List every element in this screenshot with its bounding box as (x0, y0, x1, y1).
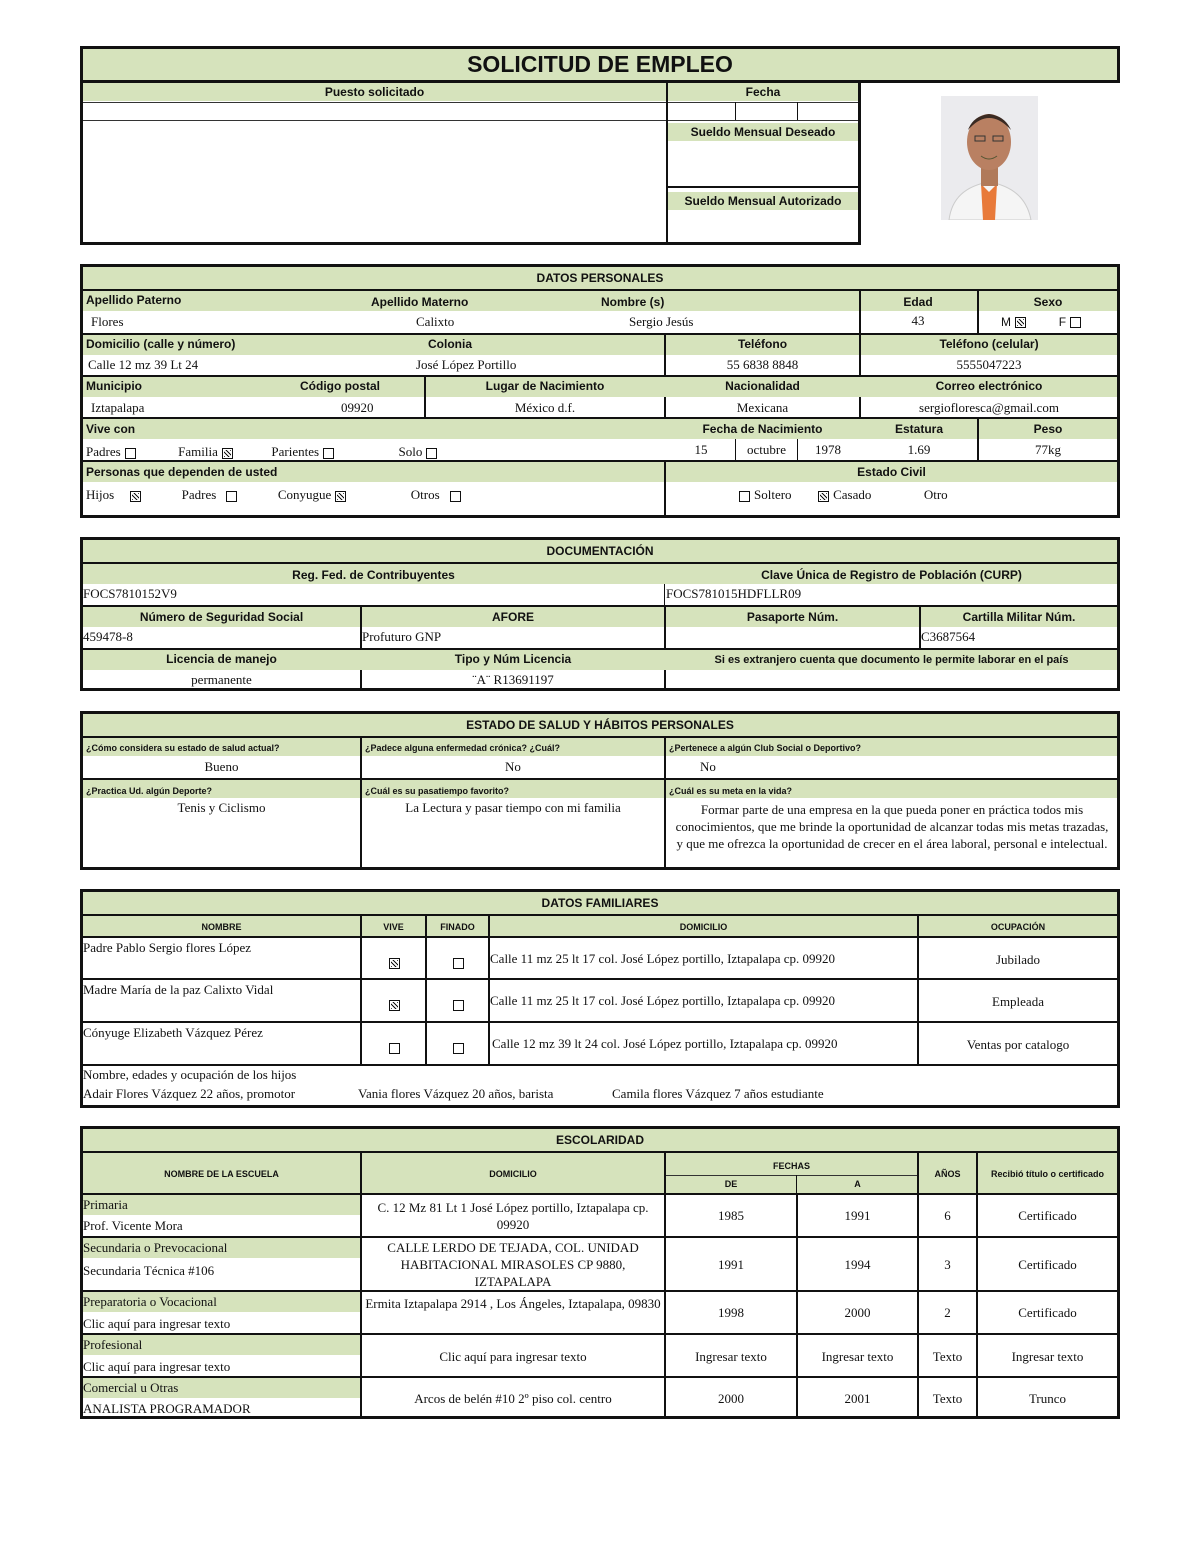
vive-con-label: Vive con (86, 422, 136, 436)
nacionalidad-label: Nacionalidad (725, 379, 800, 393)
esc-titulo[interactable]: Trunco (1028, 1391, 1067, 1406)
salud-q1: ¿Cómo considera su estado de salud actual? (86, 743, 280, 753)
vive-con-options (86, 444, 441, 460)
salud-a5[interactable]: La Lectura y pasar tiempo con mi familia (405, 800, 621, 815)
rfc-value[interactable]: FOCS7810152V9 (83, 586, 177, 601)
esc-nivel: Preparatoria o Vocacional (83, 1294, 217, 1309)
fam-nombre[interactable]: Padre Pablo Sergio flores López (83, 940, 251, 955)
civil-label: Estado Civil (857, 465, 926, 479)
fam-finado-checkbox[interactable] (453, 1043, 464, 1054)
fnac-anio-value[interactable]: 1978 (815, 442, 841, 457)
apellido-paterno-label: Apellido Paterno (86, 293, 182, 307)
salud-q4: ¿Practica Ud. algún Deporte? (86, 786, 213, 796)
vive-parientes-checkbox[interactable] (323, 448, 334, 459)
civil-options (735, 487, 948, 503)
nombre-value[interactable]: Sergio Jesús (629, 314, 694, 329)
esc-titulo[interactable]: Certificado (1018, 1208, 1077, 1223)
esc-titulo[interactable]: Certificado (1018, 1305, 1077, 1320)
salud-a4[interactable]: Tenis y Ciclismo (177, 800, 266, 815)
salud-header: ESTADO DE SALUD Y HÁBITOS PERSONALES (83, 714, 1117, 736)
nacionalidad-value[interactable]: Mexicana (736, 400, 789, 415)
esc-a[interactable]: Ingresar texto (821, 1349, 894, 1364)
tipo-licencia-label: Tipo y Núm Licencia (454, 652, 572, 666)
esc-a[interactable]: 1994 (844, 1257, 871, 1272)
afore-label: AFORE (492, 610, 534, 624)
esc-a[interactable]: 1991 (844, 1208, 871, 1223)
curp-value[interactable]: FOCS781015HDFLLR09 (666, 586, 802, 601)
estatura-label: Estatura (894, 422, 944, 436)
esc-col-de: DE (724, 1179, 738, 1189)
domicilio-label: Domicilio (calle y número) (86, 337, 236, 351)
esc-titulo[interactable]: Ingresar texto (1011, 1349, 1084, 1364)
cp-value[interactable]: 09920 (341, 400, 374, 415)
fam-domicilio[interactable]: Calle 11 mz 25 lt 17 col. José López portillo, Iztapalapa cp. 09920 (490, 951, 836, 966)
salud-a1[interactable]: Bueno (204, 759, 239, 774)
esc-escuela[interactable]: Prof. Vicente Mora (83, 1218, 183, 1233)
documentacion-section (80, 537, 1120, 691)
title-bar (80, 46, 1120, 83)
licencia-value[interactable]: permanente (191, 672, 252, 687)
apellido-materno-label: Apellido Materno (371, 295, 469, 309)
salud-q5: ¿Cuál es su pasatiempo favorito? (365, 786, 510, 796)
salud-q6: ¿Cuál es su meta en la vida? (669, 786, 793, 796)
fnac-label: Fecha de Nacimiento (702, 422, 823, 436)
esc-domicilio[interactable]: C. 12 Mz 81 Lt 1 José López portillo, Iztapalapa cp. 09920 (377, 1200, 649, 1232)
esc-row-comercial (83, 1378, 1117, 1418)
esc-anios[interactable]: Texto (932, 1349, 963, 1364)
dependen-label: Personas que dependen de usted (86, 465, 278, 479)
apellido-paterno-value[interactable]: Flores (91, 314, 124, 329)
sexo-options (1001, 315, 1085, 329)
civil-otro-label: Otro (923, 487, 948, 502)
tipo-licencia-value[interactable]: ¨A¨ R13691197 (472, 672, 554, 687)
sueldo-deseado-field[interactable] (668, 142, 858, 186)
fam-finado-checkbox[interactable] (453, 1000, 464, 1011)
esc-row-profesional (83, 1335, 1117, 1376)
esc-nivel: Secundaria o Prevocacional (83, 1240, 228, 1255)
vive-padres-checkbox[interactable] (125, 448, 136, 459)
esc-anios[interactable]: 3 (944, 1257, 951, 1272)
nss-value[interactable]: 459478-8 (83, 629, 133, 644)
domicilio-value[interactable]: Calle 12 mz 39 Lt 24 (88, 357, 199, 372)
vive-solo-checkbox[interactable] (426, 448, 437, 459)
esc-row-primaria (83, 1195, 1117, 1236)
escolaridad-header: ESCOLARIDAD (83, 1129, 1117, 1151)
esc-col-escuela: NOMBRE DE LA ESCUELA (164, 1169, 279, 1179)
lugar-value[interactable]: México d.f. (514, 400, 576, 415)
sexo-m-checkbox[interactable] (1015, 317, 1026, 328)
personales-header: DATOS PERSONALES (83, 267, 1117, 289)
fam-col-nombre: NOMBRE (201, 922, 242, 932)
salud-a3[interactable]: No (700, 759, 716, 774)
esc-de[interactable]: Ingresar texto (695, 1349, 767, 1364)
fam-vive-checkbox[interactable] (389, 1043, 400, 1054)
fam-col-finado: FINADO (440, 922, 475, 932)
colonia-label: Colonia (428, 337, 472, 351)
fam-col-ocupacion: OCUPACIÓN (990, 922, 1046, 932)
esc-col-anios: AÑOS (934, 1169, 961, 1179)
estatura-value[interactable]: 1.69 (907, 442, 931, 457)
municipio-label: Municipio (86, 379, 142, 393)
rfc-label: Reg. Fed. de Contribuyentes (292, 568, 455, 582)
fam-nombre[interactable]: Cónyuge Elizabeth Vázquez Pérez (83, 1025, 263, 1040)
telefono-value[interactable]: 55 6838 8848 (726, 357, 799, 372)
peso-label: Peso (1033, 422, 1063, 436)
fam-col-vive: VIVE (383, 922, 404, 932)
esc-anios[interactable]: Texto (932, 1391, 963, 1406)
cp-label: Código postal (300, 379, 380, 393)
celular-value[interactable]: 5555047223 (956, 357, 1022, 372)
esc-de[interactable]: 1998 (718, 1305, 744, 1320)
esc-escuela[interactable]: Clic aquí para ingresar texto (83, 1359, 231, 1374)
fam-vive-checkbox[interactable] (389, 1000, 400, 1011)
escolaridad-section (80, 1126, 1120, 1419)
extranjero-label: Si es extranjero cuenta que documento le permite laborar en el país (714, 654, 1069, 666)
sexo-f-label: F (1058, 315, 1067, 329)
hijo-1[interactable]: Adair Flores Vázquez 22 años, promotor (83, 1086, 296, 1101)
civil-casado-checkbox[interactable] (818, 491, 829, 502)
fam-row-conyuge (83, 1023, 1117, 1063)
civil-soltero-checkbox[interactable] (739, 491, 750, 502)
esc-a[interactable]: 2001 (844, 1391, 871, 1406)
afore-value[interactable]: Profuturo GNP (362, 629, 442, 644)
puesto-label: Puesto solicitado (83, 83, 666, 101)
dep-otros-checkbox[interactable] (450, 491, 461, 502)
esc-domicilio[interactable]: Ermita Iztapalapa 2914 , Los Ángeles, Iztapalapa, 09830 (365, 1296, 661, 1311)
documentacion-header: DOCUMENTACIÓN (83, 540, 1117, 562)
fam-col-domicilio: DOMICILIO (679, 922, 728, 932)
cartilla-value[interactable]: C3687564 (921, 629, 976, 644)
vive-padres-label: Padres (86, 444, 121, 459)
municipio-value[interactable]: Iztapalapa (91, 400, 145, 415)
esc-titulo[interactable]: Certificado (1018, 1257, 1077, 1272)
esc-de[interactable]: 1991 (718, 1257, 744, 1272)
hijo-3[interactable]: Camila flores Vázquez 7 años estudiante (612, 1086, 824, 1101)
top-block (80, 80, 861, 245)
sueldo-deseado-label: Sueldo Mensual Deseado (668, 123, 858, 141)
salud-section (80, 711, 1120, 870)
salud-a6[interactable]: Formar parte de una empresa en la que pueda poner en práctica todos mis conocimientos, que me brinde la oportunidad de alcanzar todas mis metas trazadas, y que me ofrezca la oportunidad de crecer en el área laboral, personal e intelectual. (675, 802, 1109, 851)
fecha-field[interactable] (668, 103, 858, 120)
page-title: SOLICITUD DE EMPLEO (467, 51, 733, 77)
telefono-label: Teléfono (737, 337, 788, 351)
esc-col-a: A (854, 1179, 861, 1189)
civil-casado-label: Casado (833, 487, 872, 502)
dep-conyugue-checkbox[interactable] (335, 491, 346, 502)
colonia-value[interactable]: José López Portillo (416, 357, 517, 372)
dependen-options (86, 487, 465, 503)
salud-q2: ¿Padece alguna enfermedad crónica? ¿Cuál? (365, 743, 561, 753)
fam-ocupacion[interactable]: Jubilado (995, 952, 1041, 967)
vive-familia-checkbox[interactable] (222, 448, 233, 459)
sueldo-autorizado-label: Sueldo Mensual Autorizado (668, 192, 858, 210)
edad-label: Edad (903, 295, 933, 309)
esc-domicilio[interactable]: Clic aquí para ingresar texto (439, 1349, 587, 1364)
esc-anios[interactable]: 6 (944, 1208, 951, 1223)
salud-q3: ¿Pertenece a algún Club Social o Deportivo? (669, 743, 862, 753)
pasaporte-label: Pasaporte Núm. (746, 610, 839, 624)
correo-label: Correo electrónico (935, 379, 1043, 393)
vive-familia-label: Familia (178, 444, 218, 459)
curp-label: Clave Única de Registro de Población (CURP) (761, 568, 1022, 582)
dep-otros-label: Otros (410, 487, 440, 502)
nombre-label: Nombre (s) (601, 295, 665, 309)
sueldo-autorizado-field[interactable] (668, 211, 858, 239)
familiares-section (80, 889, 1120, 1108)
esc-escuela[interactable]: ANALISTA PROGRAMADOR (83, 1401, 251, 1416)
fnac-dia-value[interactable]: 15 (694, 442, 708, 457)
fam-row-padre (83, 938, 1117, 978)
sexo-f-checkbox[interactable] (1070, 317, 1081, 328)
hijos-label: Nombre, edades y ocupación de los hijos (83, 1067, 297, 1082)
fam-ocupacion[interactable]: Ventas por catalogo (966, 1037, 1070, 1052)
peso-value[interactable]: 77kg (1035, 442, 1061, 457)
celular-label: Teléfono (celular) (939, 337, 1039, 351)
fnac-mes-value[interactable]: octubre (747, 442, 786, 457)
lugar-label: Lugar de Nacimiento (485, 379, 605, 393)
civil-soltero-label: Soltero (754, 487, 792, 502)
esc-escuela[interactable]: Secundaria Técnica #106 (83, 1263, 215, 1278)
fecha-label: Fecha (668, 83, 858, 101)
applicant-photo (941, 96, 1038, 220)
esc-de[interactable]: 1985 (718, 1208, 744, 1223)
dep-padres-checkbox[interactable] (226, 491, 237, 502)
dep-hijos-label: Hijos (86, 487, 115, 502)
esc-row-preparatoria (83, 1292, 1117, 1333)
fam-vive-checkbox[interactable] (389, 958, 400, 969)
esc-anios[interactable]: 2 (944, 1305, 951, 1320)
dep-conyugue-label: Conyugue (277, 487, 332, 502)
fam-nombre[interactable]: Madre María de la paz Calixto Vidal (83, 982, 274, 997)
apellido-materno-value[interactable]: Calixto (416, 314, 455, 329)
esc-domicilio[interactable]: Arcos de belén #10 2º piso col. centro (414, 1391, 612, 1406)
fam-domicilio[interactable]: Calle 11 mz 25 lt 17 col. José López portillo, Iztapalapa cp. 09920 (490, 993, 836, 1008)
sexo-label: Sexo (1033, 295, 1063, 309)
fam-ocupacion[interactable]: Empleada (992, 994, 1044, 1009)
edad-value[interactable]: 43 (911, 313, 925, 328)
esc-col-fechas: FECHAS (772, 1161, 810, 1171)
esc-a[interactable]: 2000 (844, 1305, 871, 1320)
dep-padres-label: Padres (181, 487, 217, 502)
hijo-2[interactable]: Vania flores Vázquez 20 años, barista (358, 1086, 554, 1101)
licencia-label: Licencia de manejo (166, 652, 277, 666)
fam-domicilio[interactable]: Calle 12 mz 39 lt 24 col. José López portillo, Iztapalapa cp. 09920 (492, 1036, 838, 1051)
familiares-header: DATOS FAMILIARES (83, 892, 1117, 914)
dep-hijos-checkbox[interactable] (130, 491, 141, 502)
nss-label: Número de Seguridad Social (139, 610, 304, 624)
correo-value[interactable]: sergiofloresca@gmail.com (919, 400, 1059, 415)
datos-personales-section (80, 264, 1120, 518)
esc-nivel: Comercial u Otras (83, 1380, 179, 1395)
vive-parientes-label: Parientes (271, 444, 320, 459)
esc-col-titulo: Recibió título o certificado (990, 1169, 1104, 1179)
puesto-field[interactable] (83, 120, 666, 240)
esc-row-secundaria (83, 1238, 1117, 1290)
esc-domicilio[interactable]: CALLE LERDO DE TEJADA, COL. UNIDAD HABITACIONAL MIRASOLES CP 9880, IZTAPALAPA (387, 1240, 639, 1289)
esc-nivel: Primaria (83, 1197, 128, 1212)
cartilla-label: Cartilla Militar Núm. (962, 610, 1076, 624)
fam-row-madre (83, 980, 1117, 1020)
esc-de[interactable]: 2000 (718, 1391, 744, 1406)
salud-a2[interactable]: No (505, 759, 521, 774)
fam-finado-checkbox[interactable] (453, 958, 464, 969)
sexo-m-label: M (1001, 315, 1011, 329)
esc-nivel: Profesional (83, 1337, 143, 1352)
vive-solo-label: Solo (398, 444, 423, 459)
esc-col-domicilio: DOMICILIO (489, 1169, 537, 1179)
esc-escuela[interactable]: Clic aquí para ingresar texto (83, 1316, 231, 1331)
